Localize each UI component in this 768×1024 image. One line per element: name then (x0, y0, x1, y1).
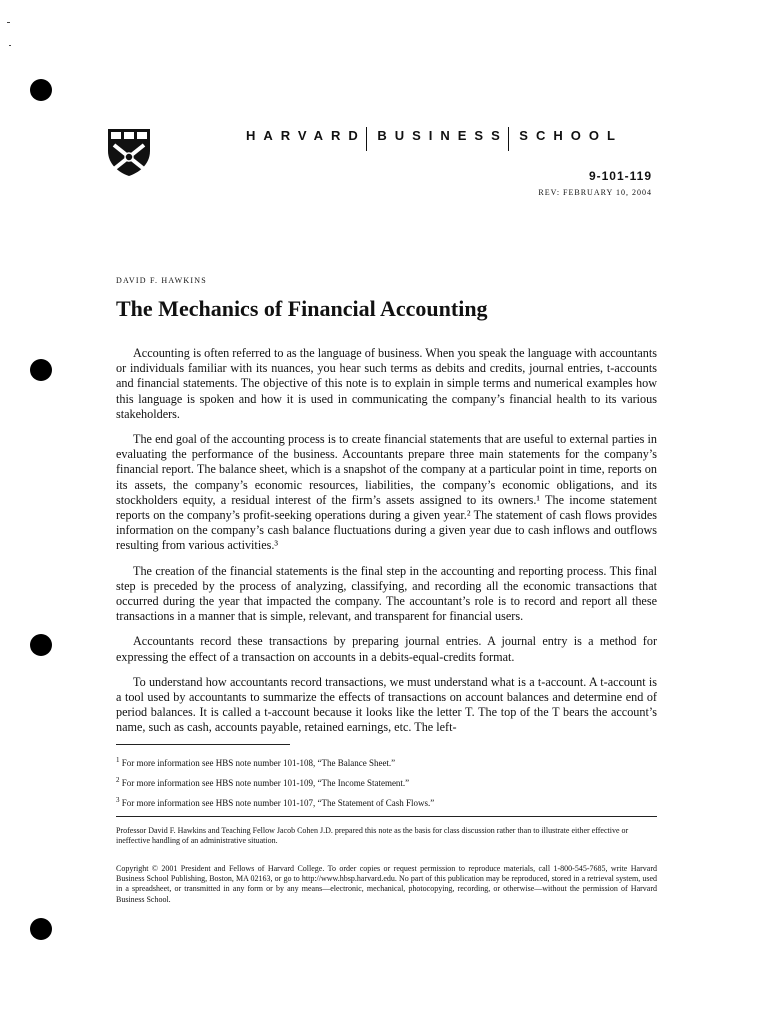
author-name: DAVID F. HAWKINS (116, 276, 207, 285)
footnote: $^2$ For more information see HBS note number 101-109, “The Income Statement.” (116, 776, 410, 788)
institution-header (246, 123, 623, 147)
footnote-rule (116, 744, 290, 745)
scan-speck (7, 22, 10, 23)
scan-speck (9, 45, 11, 46)
institution-word: HARVARD (246, 127, 366, 143)
header-divider (366, 127, 368, 151)
binder-hole (30, 79, 52, 101)
footnote: $^1$ For more information see HBS note number 101-108, “The Balance Sheet.” (116, 756, 396, 768)
footnote: $^3$ For more information see HBS note number 101-107, “The Statement of Cash Flows.” (116, 796, 435, 808)
body-text (116, 346, 657, 746)
binder-hole (30, 359, 52, 381)
header-divider (508, 127, 510, 151)
paragraph: Accountants record these transactions by preparing journal entries. A journal entry is a method for expressing the effect of a transaction on accounts in a debits-equal-credits format. (116, 634, 657, 664)
document-number: 9-101-119 (588, 169, 652, 183)
paragraph: The creation of the financial statements is the final step in the accounting and reporting process. This final step is preceded by the process of analyzing, classifying, and recording all the economic transactions that occurred during the year that impacted the company. The accountant’s role is to record and report all these transactions in a manner that is simple, relevant, and transparent for financial users. (116, 563, 657, 624)
harvard-shield-logo (106, 127, 152, 177)
footnotes (116, 756, 657, 816)
binder-hole (30, 918, 52, 940)
binder-hole (30, 634, 52, 656)
revision-date: REV: FEBRUARY 10, 2004 (538, 188, 652, 197)
institution-word: SCHOOL (519, 127, 623, 143)
paragraph: The end goal of the accounting process is to create financial statements that are useful to external parties in evaluating the performance of the business. Accountants prepare three main statements for the company’s financial report. The balance sheet, which is a snapshot of the company at a particular point in time, reports on its assets, the company’s economic resources, liabilities, the company’s economic obligations, and its stockholders equity, a residual interest of the firm’s assets assigned to its owners.¹ The income statement reports on the company’s profit-seeking operations during a given year.² The statement of cash flows provides information on the company’s cash balance fluctuations during a given year due to cash inflows and outflows resulting from various activities.³ (116, 432, 657, 553)
paragraph: Accounting is often referred to as the language of business. When you speak the language with accountants or individuals familiar with its nuances, you hear such terms as debits and credits, journal entries, t-accounts and financial statements. The objective of this note is to explain in simple terms and numerical examples how this language is spoken and how it is used in communicating the company’s financial health to its various stakeholders. (116, 346, 657, 421)
document-title: The Mechanics of Financial Accounting (116, 296, 488, 321)
institution-word: BUSINESS (377, 127, 508, 143)
professor-note: Professor David F. Hawkins and Teaching Fellow Jacob Cohen J.D. prepared this note as the basis for class discussion rather than to illustrate either effective or ineffective handling of an administrative situation. (116, 826, 629, 845)
section-rule (116, 816, 657, 817)
paragraph: To understand how accountants record transactions, we must understand what is a t-account. A t-account is a tool used by accountants to summarize the effects of transactions on account balances and determine end of period balances. It is called a t-account because it looks like the letter T. The top of the T bears the account’s name, such as cash, accounts payable, retained earnings, etc. The left- (116, 674, 657, 735)
copyright-notice: Copyright © 2001 President and Fellows of Harvard College. To order copies or request permission to reproduce materials, call 1-800-545-7685, write Harvard Business School Publishing, Boston, MA 02163, or go to http://www.hbsp.harvard.edu. No part of this publication may be reproduced, stored in a retrieval system, used in a spreadsheet, or transmitted in any form or by any means—electronic, mechanical, photocopying, recording, or otherwise—without the permission of Harvard Business School. (116, 864, 657, 904)
